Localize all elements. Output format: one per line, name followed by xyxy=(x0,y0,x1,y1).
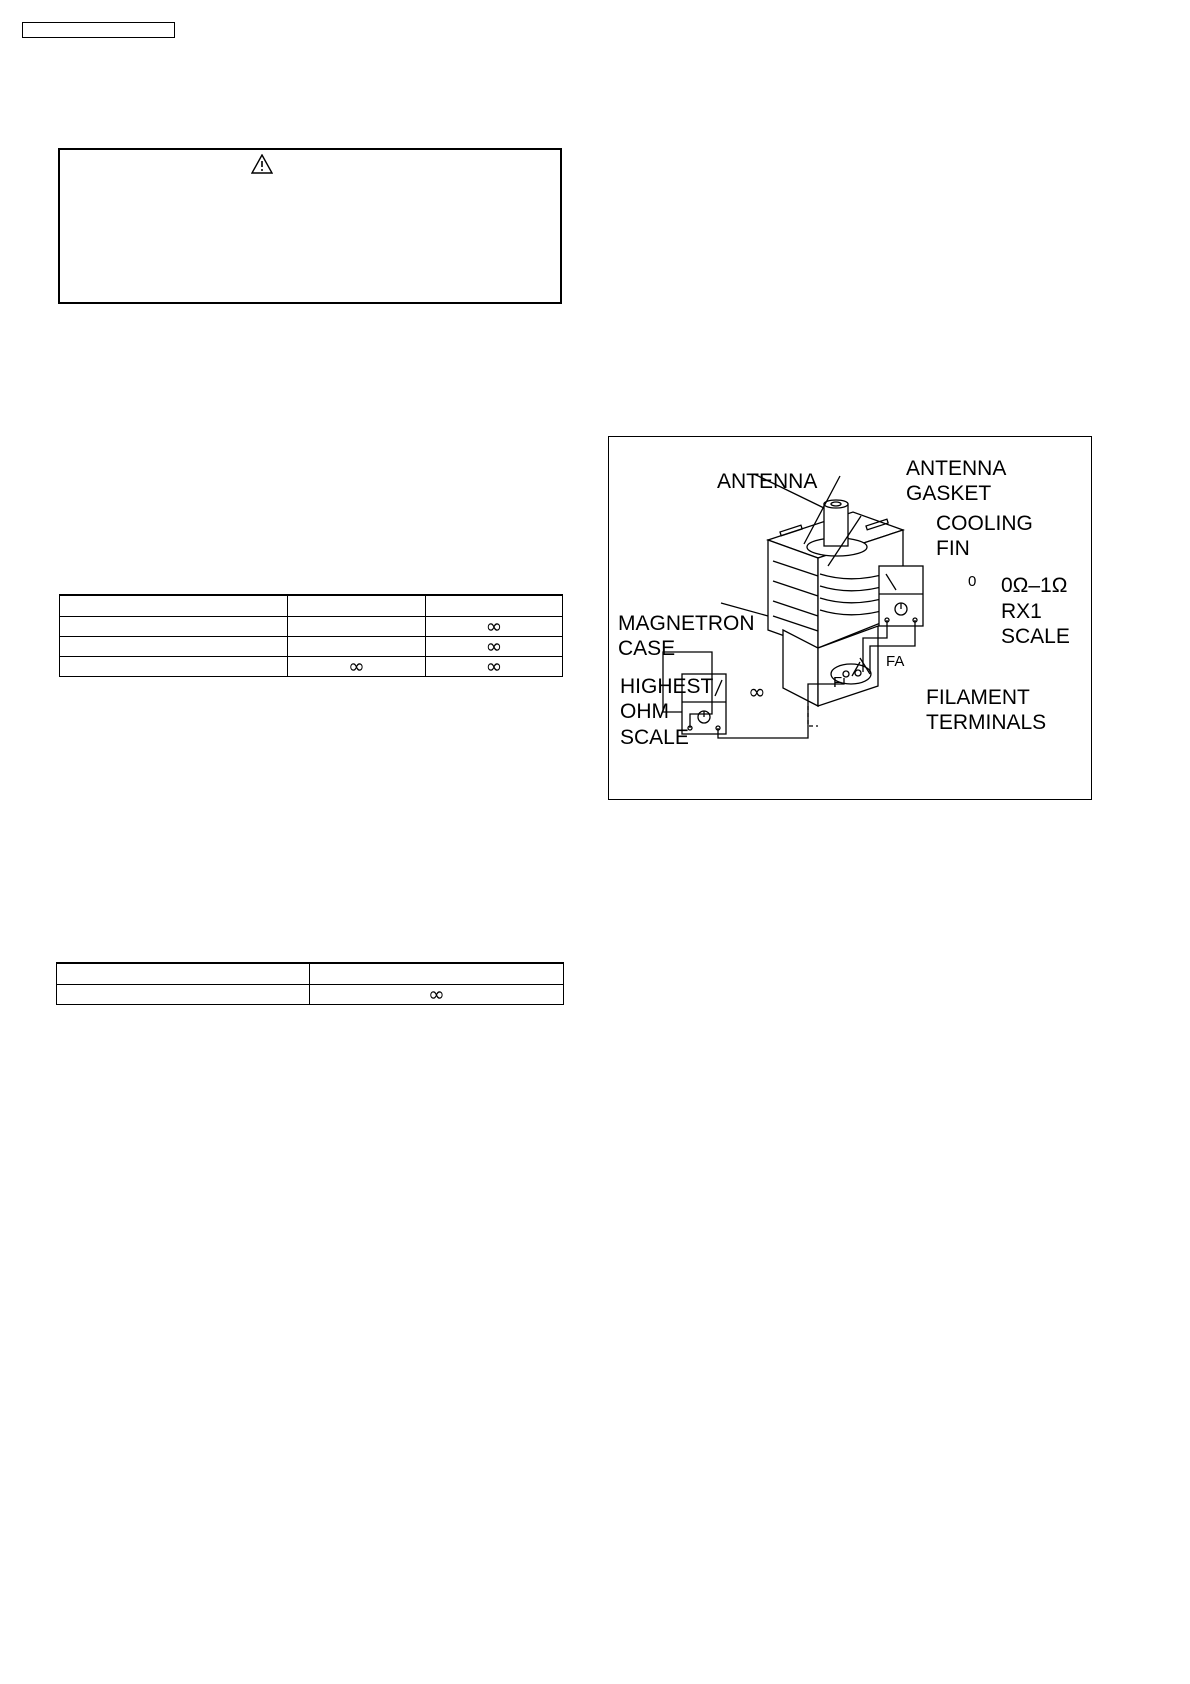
table-cell xyxy=(60,637,288,657)
warning-box xyxy=(58,148,562,304)
label-filament-1: FILAMENT xyxy=(926,686,1030,709)
table-cell: ∞ xyxy=(310,985,564,1005)
table-row xyxy=(60,657,563,677)
table-row xyxy=(57,985,564,1005)
table-row xyxy=(57,963,564,985)
label-antenna-gasket-2: GASKET xyxy=(906,482,992,505)
label-antenna: ANTENNA xyxy=(717,470,818,493)
table-cell xyxy=(57,985,310,1005)
warning-triangle-icon xyxy=(251,154,273,174)
table-cell xyxy=(60,595,288,617)
label-cooling-fin-2: FIN xyxy=(936,537,970,560)
table-cell: ∞ xyxy=(288,657,426,677)
meter-right-reading: 0 xyxy=(968,573,977,590)
table-cell xyxy=(57,963,310,985)
table-cell xyxy=(60,617,288,637)
meter-left-reading: ∞ xyxy=(748,680,766,704)
table-cell xyxy=(60,657,288,677)
label-filament-2: TERMINALS xyxy=(926,711,1047,734)
label-ohm: OHM xyxy=(620,700,669,723)
label-cooling-fin-1: COOLING xyxy=(936,512,1033,535)
resistance-table-2 xyxy=(56,962,564,1005)
label-highest: HIGHEST xyxy=(620,675,714,698)
table-cell xyxy=(288,617,426,637)
label-ohm-range: 0Ω–1Ω xyxy=(1001,574,1068,597)
label-magnetron-case-1: MAGNETRON xyxy=(618,612,755,635)
resistance-table-1 xyxy=(59,594,563,677)
label-scale-right: SCALE xyxy=(1001,625,1070,648)
label-scale-left: SCALE xyxy=(620,726,689,749)
table-cell: ∞ xyxy=(426,637,563,657)
label-antenna-gasket-1: ANTENNA xyxy=(906,457,1007,480)
table-cell: ∞ xyxy=(426,657,563,677)
document-code-box xyxy=(22,22,175,38)
table-cell xyxy=(288,595,426,617)
label-fa: FA xyxy=(886,653,905,670)
label-rx1: RX1 xyxy=(1001,600,1042,623)
label-magnetron-case-2: CASE xyxy=(618,637,676,660)
label-f: F xyxy=(833,674,843,691)
table-cell: ∞ xyxy=(426,617,563,637)
